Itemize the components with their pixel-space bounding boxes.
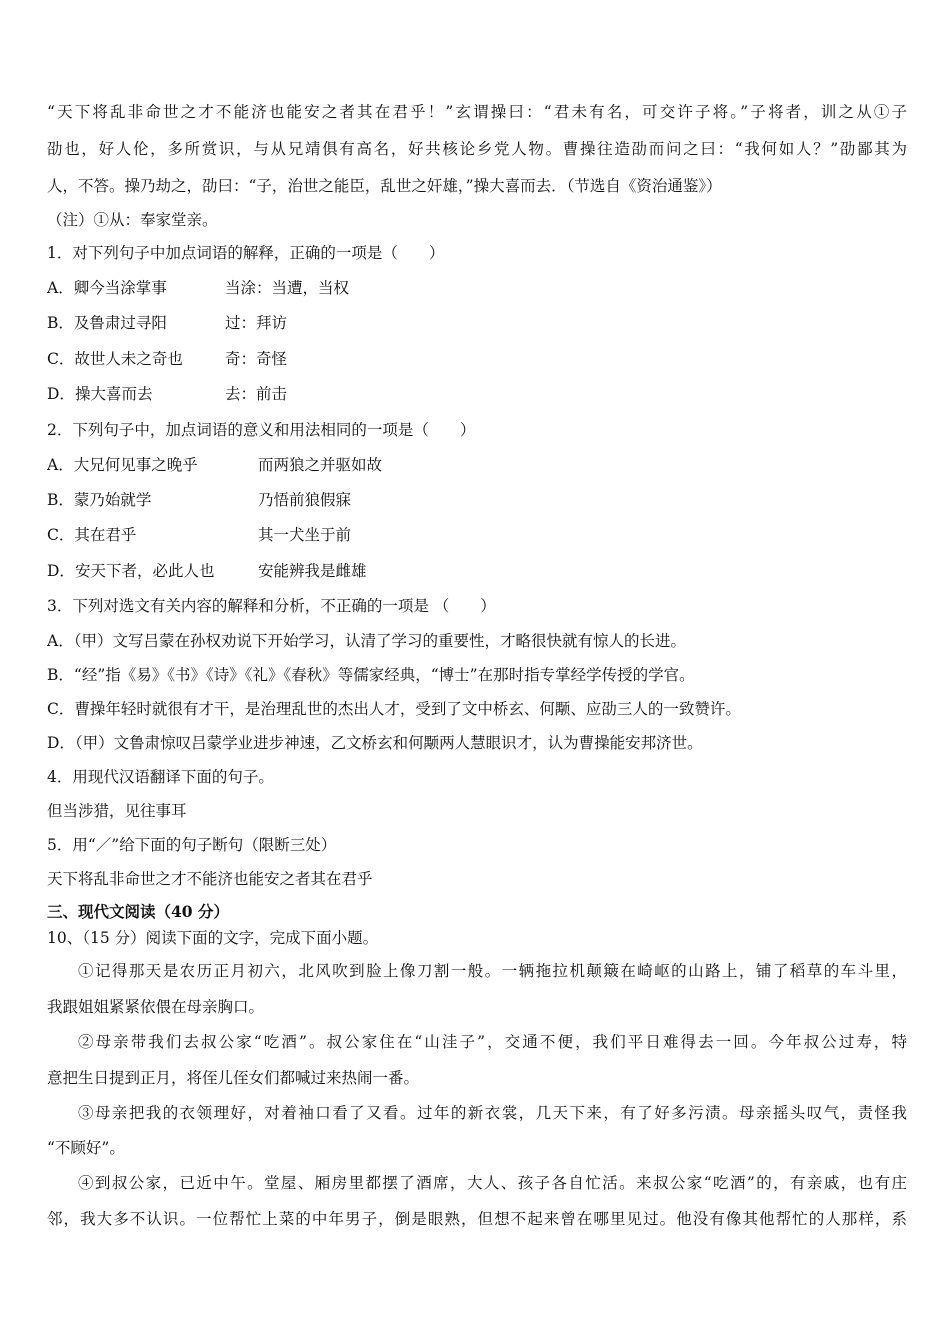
paragraph-1-line-2: 我跟姐姐紧紧依偎在母亲胸口。 [47,998,265,1016]
section-heading: 三、现代文阅读（40 分） [47,902,229,921]
paragraph-3-line-1: ③母亲把我的衣领理好，对着袖口看了又看。过年的新衣裳，几天下来，有了好多污渍。母亲摇头叹气，责怪我 [78,1104,907,1122]
q2-option-c [47,524,907,546]
annotation-note: （注）①从：奉家堂亲。 [47,211,218,229]
option-letter: D． [47,562,75,580]
q4-stem: 4．用现代汉语翻译下面的句子。 [47,768,274,786]
q3-option-d: D．（甲）文鲁肃惊叹吕蒙学业进步神速，乙文桥玄和何颙两人慧眼识才，认为曹操能安邦济世。 [47,734,703,752]
q2-option-a [47,454,907,476]
option-letter: B． [47,314,74,332]
q1-option-d [47,383,907,405]
passage-line-2: 劭也，好人伦，多所赏识，与从兄靖俱有高名，好共核论乡党人物。曹操往造劭而问之曰：“我何如人？”劭鄙其为 [47,140,907,158]
option-sentence: 故世人未之奇也 [74,350,183,368]
option-gloss: 去：前击 [225,385,288,403]
q1-option-b [47,312,907,334]
q1-stem: 1．对下列句子中加点词语的解释，正确的一项是（ ） [47,244,445,262]
option-left: 安天下者，必此人也 [74,562,215,580]
option-left: 其在君乎 [74,526,137,544]
paragraph-1-line-1: ①记得那天是农历正月初六，北风吹到脸上像刀割一般。一辆拖拉机颠簸在崎岖的山路上，铺了稻草的车斗里， [78,962,907,980]
option-left: 蒙乃始就学 [73,491,152,509]
q4-sentence: 但当涉猎，见往事耳 [47,802,187,820]
option-right: 乃悟前狼假寐 [258,491,352,509]
paragraph-3-line-2: “不顾好”。 [47,1139,125,1157]
option-letter: A． [47,456,74,474]
option-letter: C． [47,350,75,368]
q3-stem: 3．下列对选文有关内容的解释和分析，不正确的一项是 （ ） [47,597,496,615]
option-left: 大兄何见事之晚乎 [73,456,198,474]
paragraph-2-line-1: ②母亲带我们去叔公家“吃酒”。叔公家住在“山洼子”，交通不便，我们平日难得去一回。今年叔公过寿，特 [78,1033,907,1051]
option-right: 安能辨我是雌雄 [258,562,367,580]
paragraph-2-line-2: 意把生日提到正月，将侄儿侄女们都喊过来热闹一番。 [47,1069,420,1087]
q2-option-b [47,489,907,511]
option-letter: A． [47,279,74,297]
option-gloss: 过：拜访 [225,314,288,332]
option-gloss: 当涂：当遭，当权 [225,279,350,297]
option-letter: B． [47,491,74,509]
q1-option-c [47,348,907,370]
q2-stem: 2．下列句子中，加点词语的意义和用法相同的一项是（ ） [47,421,476,439]
q10-stem: 10、（15 分）阅读下面的文字，完成下面小题。 [47,929,379,947]
q5-sentence: 天下将乱非命世之才不能济也能安之者其在君乎 [47,870,373,888]
option-sentence: 操大喜而去 [74,385,153,403]
paragraph-4-line-2: 邻，我大多不认识。一位帮忙上菜的中年男子，倒是眼熟，但想不起来曾在哪里见过。他没有像其他帮忙的人那样，系 [47,1210,907,1228]
option-right: 其一犬坐于前 [258,526,352,544]
passage-line-1: “天下将乱非命世之才不能济也能安之者其在君乎！”玄谓操曰：“君未有名，可交许子将。”子将者，训之从①子 [47,103,907,121]
option-letter: D． [47,385,75,403]
option-letter: C． [47,526,75,544]
passage-line-3: 人，不答。操乃劫之，劭曰：“子，治世之能臣，乱世之奸雄，”操大喜而去．（节选自《资治通鉴》） [47,177,722,195]
q3-option-c: C．曹操年轻时就很有才干，是治理乱世的杰出人才，受到了文中桥玄、何颙、应劭三人的一致赞许。 [47,700,741,718]
q2-option-d [47,560,907,582]
paragraph-4-line-1: ④到叔公家，已近中午。堂屋、厢房里都摆了酒席，大人、孩子各自忙活。来叔公家“吃酒”的，有亲戚，也有庄 [78,1174,907,1192]
q3-option-b: B．“经”指《易》《书》《诗》《礼》《春秋》等儒家经典，“博士”在那时指专掌经学传授的学官。 [47,666,695,684]
option-gloss: 奇：奇怪 [225,350,288,368]
option-sentence: 卿今当涂掌事 [73,279,167,297]
q1-option-a [47,277,907,299]
q3-option-a: A．（甲）文写吕蒙在孙权劝说下开始学习，认清了学习的重要性，才略很快就有惊人的长进。 [47,632,686,650]
option-right: 而两狼之并驱如故 [258,456,383,474]
option-sentence: 及鲁肃过寻阳 [73,314,167,332]
q5-stem: 5．用“／”给下面的句子断句（限断三处） [47,836,337,854]
